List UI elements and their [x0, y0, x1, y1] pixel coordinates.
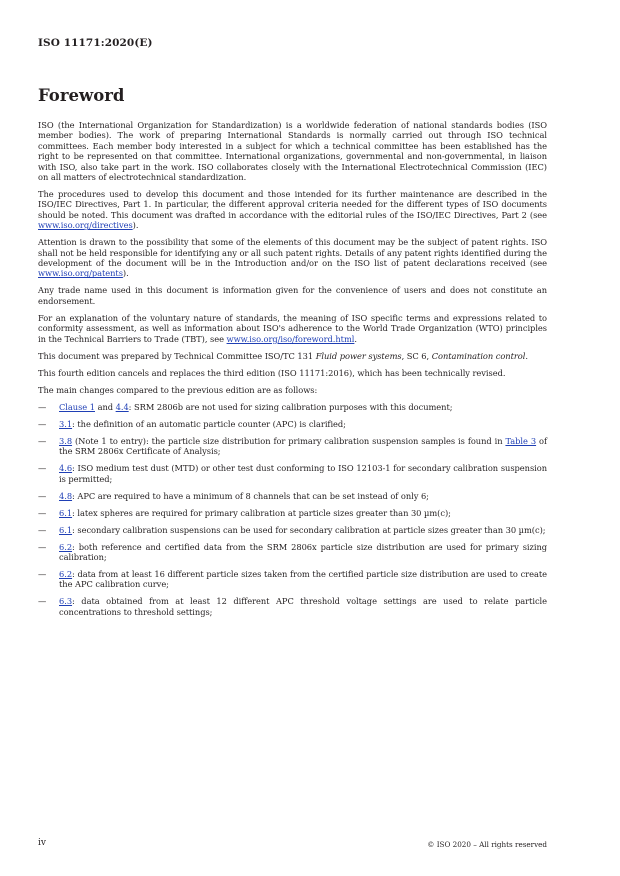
list-dash: —	[38, 568, 47, 579]
list-item	[38, 508, 547, 518]
committee-title: Fluid power systems	[315, 350, 402, 361]
copyright-notice: © ISO 2020 – All rights reserved	[427, 840, 547, 849]
list-dash: —	[38, 541, 47, 552]
foreword-link[interactable]: www.iso.org/iso/foreword.html	[226, 333, 355, 344]
list-text: : APC are required to have a minimum of 8 channels that can be set instead of only 6;	[72, 490, 429, 501]
list-text: and	[94, 401, 116, 412]
list-text: : data from at least 16 different particle sizes taken from the certified particle size distribution are used to create the APC calibration curve;	[59, 568, 547, 590]
list-item-text	[59, 402, 547, 412]
list-item-text	[59, 542, 547, 563]
foreword-body	[38, 120, 547, 624]
clause-link[interactable]: 4.6	[59, 463, 73, 474]
paragraph-text: ).	[132, 220, 139, 231]
clause-link[interactable]: 6.3	[59, 596, 73, 607]
list-dash: —	[38, 507, 47, 518]
clause-link[interactable]: 4.4	[115, 401, 129, 412]
patents-link[interactable]: www.iso.org/patents	[38, 268, 123, 279]
changes-list	[38, 402, 547, 617]
list-item-text	[59, 463, 547, 484]
paragraph-text: , SC 6,	[401, 350, 432, 361]
list-text: : ISO medium test dust (MTD) or other test dust conforming to ISO 12103-1 for secondary calibration suspension is permitted;	[59, 463, 547, 484]
list-item	[38, 436, 547, 457]
list-text: : data obtained from at least 12 different APC threshold voltage settings are used to relate particle concentrations to threshold settings;	[59, 596, 547, 617]
list-text: : SRM 2806b are not used for sizing calibration purposes with this document;	[128, 401, 453, 412]
paragraph-text: The procedures used to develop this document and those intended for its further maintenance are described in the ISO/IEC Directives, Part 1. In particular, the different approval criteria needed for the different types of ISO documents should be noted. This document was drafted in accordance with the editorial rules of the ISO/IEC Directives, Part 2 (see	[38, 189, 547, 220]
list-dash: —	[38, 418, 47, 429]
paragraph-committee	[38, 351, 547, 361]
list-item-text	[59, 419, 547, 429]
list-text: : both reference and certified data from the SRM 2806x particle size distribution are used for primary sizing calibration;	[59, 541, 547, 562]
list-item	[38, 491, 547, 501]
clause-link[interactable]: 6.2	[59, 568, 73, 579]
paragraph-procedures	[38, 189, 547, 231]
list-dash: —	[38, 490, 47, 501]
list-item-text	[59, 596, 547, 617]
directives-link[interactable]: www.iso.org/directives	[38, 220, 133, 231]
list-item	[38, 525, 547, 535]
list-item	[38, 596, 547, 617]
list-item-text	[59, 491, 547, 501]
paragraph-changes-intro: The main changes compared to the previous edition are as follows:	[38, 384, 318, 395]
paragraph-text: Attention is drawn to the possibility that some of the elements of this document may be the subject of patent rights. ISO shall not be held responsible for identifying any or all such patent rights. Details of any patent rights identified during the development of the document will be in the Introduction and/or on the ISO list of patent declarations received (see	[38, 237, 547, 269]
paragraph-iso-intro: ISO (the International Organization for Standardization) is a worldwide federation of national standards bodies (ISO member bodies). The work of preparing International Standards is normally carried out through ISO technical committees. Each member body interested in a subject for which a technical committee has been established has the right to be represented on that committee. International organizations, governmental and non-governmental, in liaison with ISO, also take part in the work. ISO collaborates closely with the International Electrotechnical Commission (IEC) on all matters of electrotechnical standardization.	[38, 120, 547, 183]
paragraph-text: This document was prepared by Technical Committee ISO/TC 131	[38, 350, 316, 361]
list-item-text	[59, 436, 547, 457]
paragraph-voluntary	[38, 313, 547, 344]
document-page	[38, 0, 547, 876]
paragraph-text: ).	[122, 268, 129, 279]
list-item-text	[59, 508, 547, 518]
paragraph-edition: This fourth edition cancels and replaces the third edition (ISO 11171:2016), which has been technically revised.	[38, 367, 506, 378]
list-item-text	[59, 569, 547, 590]
clause-link[interactable]: 3.1	[59, 418, 73, 429]
clause-link[interactable]: 6.2	[59, 541, 73, 552]
list-dash: —	[38, 401, 47, 412]
table-link[interactable]: Table 3	[505, 435, 537, 446]
list-dash: —	[38, 596, 47, 607]
list-text: : latex spheres are required for primary calibration at particle sizes greater than 30 µm(c);	[72, 507, 451, 518]
clause-link[interactable]: 4.8	[59, 490, 73, 501]
clause-link[interactable]: 6.1	[59, 507, 73, 518]
list-item	[38, 402, 547, 412]
document-id: ISO 11171:2020(E)	[38, 37, 153, 49]
page-number: iv	[38, 838, 46, 848]
list-dash: —	[38, 435, 47, 446]
page-title: Foreword	[38, 86, 125, 105]
list-item-text	[59, 525, 547, 535]
list-text: (Note 1 to entry): the particle size distribution for primary calibration suspension samples is found in	[72, 435, 506, 446]
clause-link[interactable]: 6.1	[59, 524, 73, 535]
paragraph-trade-name: Any trade name used in this document is information given for the convenience of users and does not constitute an endorsement.	[38, 285, 547, 306]
paragraph-text: For an explanation of the voluntary nature of standards, the meaning of ISO specific terms and expressions related to conformity assessment, as well as information about ISO's adherence to the World Trade Organization (WTO) principles in the Technical Barriers to Trade (TBT), see	[38, 312, 547, 344]
list-item	[38, 463, 547, 484]
paragraph-text: .	[354, 333, 357, 344]
list-text: of the SRM 2806x Certificate of Analysis;	[59, 435, 547, 457]
list-dash: —	[38, 463, 47, 474]
list-item	[38, 569, 547, 590]
subcommittee-title: Contamination control	[431, 350, 526, 361]
list-item	[38, 419, 547, 429]
list-item	[38, 542, 547, 563]
list-dash: —	[38, 524, 47, 535]
paragraph-text: .	[525, 350, 528, 361]
list-text: : the definition of an automatic particle counter (APC) is clarified;	[72, 418, 346, 429]
clause-link[interactable]: Clause 1	[59, 401, 95, 412]
clause-link[interactable]: 3.8	[59, 435, 73, 446]
list-text: : secondary calibration suspensions can be used for secondary calibration at particle sizes greater than 30 µm(c);	[72, 524, 546, 535]
paragraph-patents	[38, 237, 547, 279]
